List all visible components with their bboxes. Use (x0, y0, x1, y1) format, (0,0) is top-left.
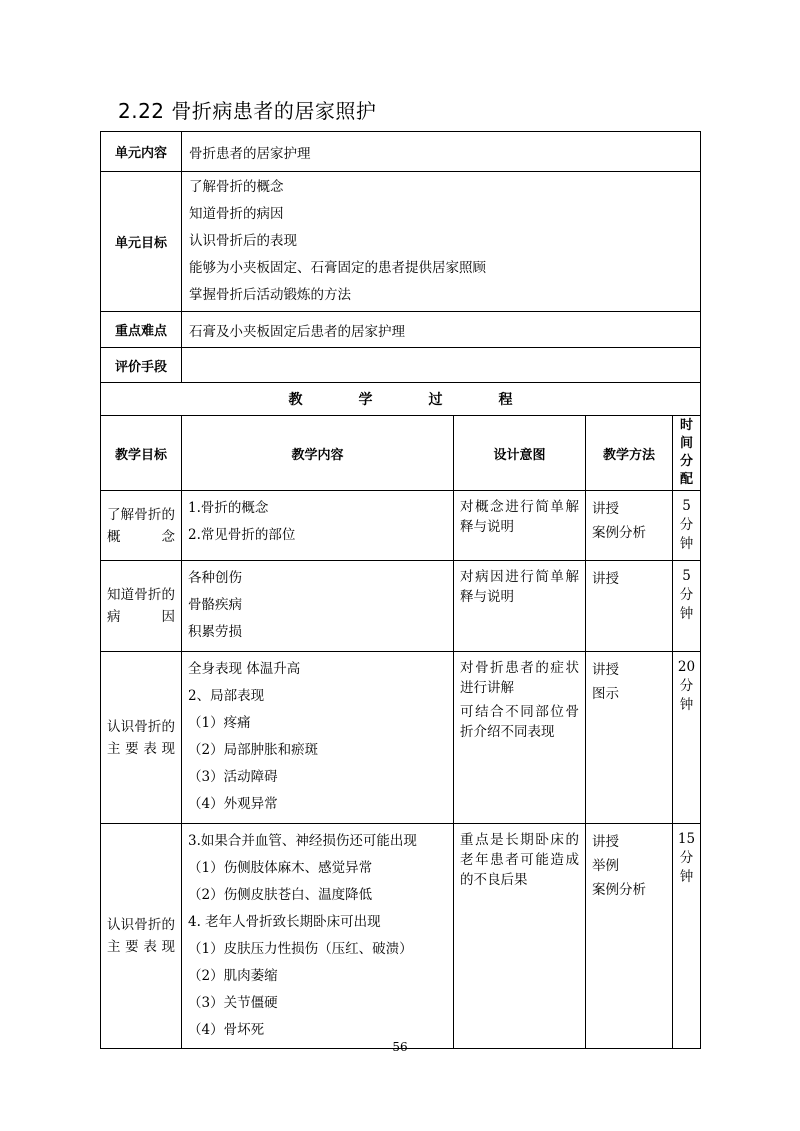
content-line: 各种创伤 (188, 570, 242, 586)
content-line: 全身表现 体温升高 (188, 661, 301, 677)
process-char: 学 (358, 392, 373, 408)
header-time (673, 416, 701, 491)
row-content (182, 652, 454, 824)
time-char: 钟 (679, 606, 694, 622)
time-char: 20 (677, 659, 696, 675)
content-line: （4）外观异常 (188, 796, 278, 812)
table-row (101, 652, 701, 824)
content-line: （1）伤侧肢体麻木、感觉异常 (188, 860, 373, 876)
header-time-char: 配 (679, 472, 693, 487)
method-line: 讲授 (592, 571, 619, 587)
unit-content-row (101, 132, 701, 172)
column-header-row (101, 416, 701, 491)
row-goal: 认识骨折的主要表现 (101, 652, 182, 824)
evaluation-row (101, 348, 701, 383)
time-char: 5 (682, 498, 691, 514)
lesson-plan-table (100, 131, 701, 1049)
process-char: 程 (498, 392, 513, 408)
header-content: 教学内容 (182, 416, 454, 491)
process-char: 过 (428, 392, 443, 408)
header-method: 教学方法 (586, 416, 673, 491)
header-goal: 教学目标 (101, 416, 182, 491)
page-number: 56 (392, 1040, 408, 1054)
method-line: 举例 (592, 858, 619, 874)
process-heading-row (101, 383, 701, 416)
table-row (101, 491, 701, 561)
key-points-row (101, 312, 701, 348)
evaluation-label: 评价手段 (101, 348, 182, 383)
unit-goal-item: 认识骨折后的表现 (189, 233, 297, 249)
process-char: 教 (288, 392, 303, 408)
method-line: 图示 (592, 686, 619, 702)
time-char: 5 (682, 568, 691, 584)
unit-content-value: 骨折患者的居家护理 (182, 132, 701, 172)
row-content (182, 824, 454, 1049)
time-char: 钟 (679, 869, 694, 885)
unit-goals-label: 单元目标 (101, 172, 182, 312)
key-points-value: 石膏及小夹板固定后患者的居家护理 (182, 312, 701, 348)
row-method (586, 561, 673, 652)
row-goal: 知道骨折的病因 (101, 561, 182, 652)
section-title: 2.22 骨折病患者的居家照护 (118, 99, 377, 123)
time-char: 15 (677, 831, 696, 847)
method-line: 案例分析 (592, 882, 646, 898)
content-line: 积累劳损 (188, 624, 242, 640)
content-line: （2）局部肿胀和瘀斑 (188, 742, 319, 758)
time-char: 分 (679, 678, 694, 694)
content-line: 4. 老年人骨折致长期卧床可出现 (188, 914, 381, 930)
unit-goal-item: 知道骨折的病因 (189, 206, 284, 222)
content-line: 2.常见骨折的部位 (188, 527, 296, 543)
design-text: 对概念进行简单解释与说明 (460, 499, 579, 535)
design-text: 对骨折患者的症状进行讲解 (460, 660, 579, 696)
header-time-char: 间 (679, 436, 693, 451)
key-points-label: 重点难点 (101, 312, 182, 348)
header-time-char: 分 (679, 454, 693, 469)
design-text: 重点是长期卧床的老年患者可能造成的不良后果 (460, 832, 579, 888)
content-line: 骨骼疾病 (188, 597, 242, 613)
row-design (454, 652, 586, 824)
row-method (586, 652, 673, 824)
time-char: 钟 (679, 536, 694, 552)
header-design: 设计意图 (454, 416, 586, 491)
method-line: 案例分析 (592, 525, 646, 541)
row-goal: 认识骨折的主要表现 (101, 824, 182, 1049)
design-text: 对病因进行简单解释与说明 (460, 569, 579, 605)
method-line: 讲授 (592, 834, 619, 850)
evaluation-value (182, 348, 701, 383)
design-text: 可结合不同部位骨折介绍不同表现 (460, 704, 579, 740)
method-line: 讲授 (592, 662, 619, 678)
header-time-char: 时 (679, 418, 693, 433)
content-line: （3）关节僵硬 (188, 995, 278, 1011)
row-time (673, 491, 701, 561)
method-line: 讲授 (592, 501, 619, 517)
time-char: 分 (679, 587, 694, 603)
row-time (673, 824, 701, 1049)
content-line: （2）肌肉萎缩 (188, 968, 278, 984)
unit-goal-item: 能够为小夹板固定、石膏固定的患者提供居家照顾 (189, 260, 486, 276)
content-line: 2、局部表现 (188, 688, 265, 704)
row-method (586, 824, 673, 1049)
table-row (101, 824, 701, 1049)
time-char: 分 (679, 850, 694, 866)
content-line: （2）伤侧皮肤苍白、温度降低 (188, 887, 373, 903)
content-line: （1）皮肤压力性损伤（压红、破溃） (188, 941, 413, 957)
time-char: 分 (679, 517, 694, 533)
row-method (586, 491, 673, 561)
row-time (673, 652, 701, 824)
content-line: （1）疼痛 (188, 715, 251, 731)
unit-goal-item: 了解骨折的概念 (189, 179, 284, 195)
row-content (182, 561, 454, 652)
unit-goal-item: 掌握骨折后活动锻炼的方法 (189, 287, 351, 303)
time-char: 钟 (679, 697, 694, 713)
content-line: （3）活动障碍 (188, 769, 278, 785)
content-line: 1.骨折的概念 (188, 500, 269, 516)
unit-goals-row (101, 172, 701, 312)
row-design (454, 491, 586, 561)
row-design (454, 824, 586, 1049)
unit-content-label: 单元内容 (101, 132, 182, 172)
unit-goals-list (182, 172, 701, 312)
table-row (101, 561, 701, 652)
content-line: 3.如果合并血管、神经损伤还可能出现 (188, 833, 417, 849)
content-line: （4）骨坏死 (188, 1022, 265, 1038)
row-content (182, 491, 454, 561)
row-time (673, 561, 701, 652)
row-goal: 了解骨折的概念 (101, 491, 182, 561)
row-design (454, 561, 586, 652)
process-heading (101, 383, 701, 416)
